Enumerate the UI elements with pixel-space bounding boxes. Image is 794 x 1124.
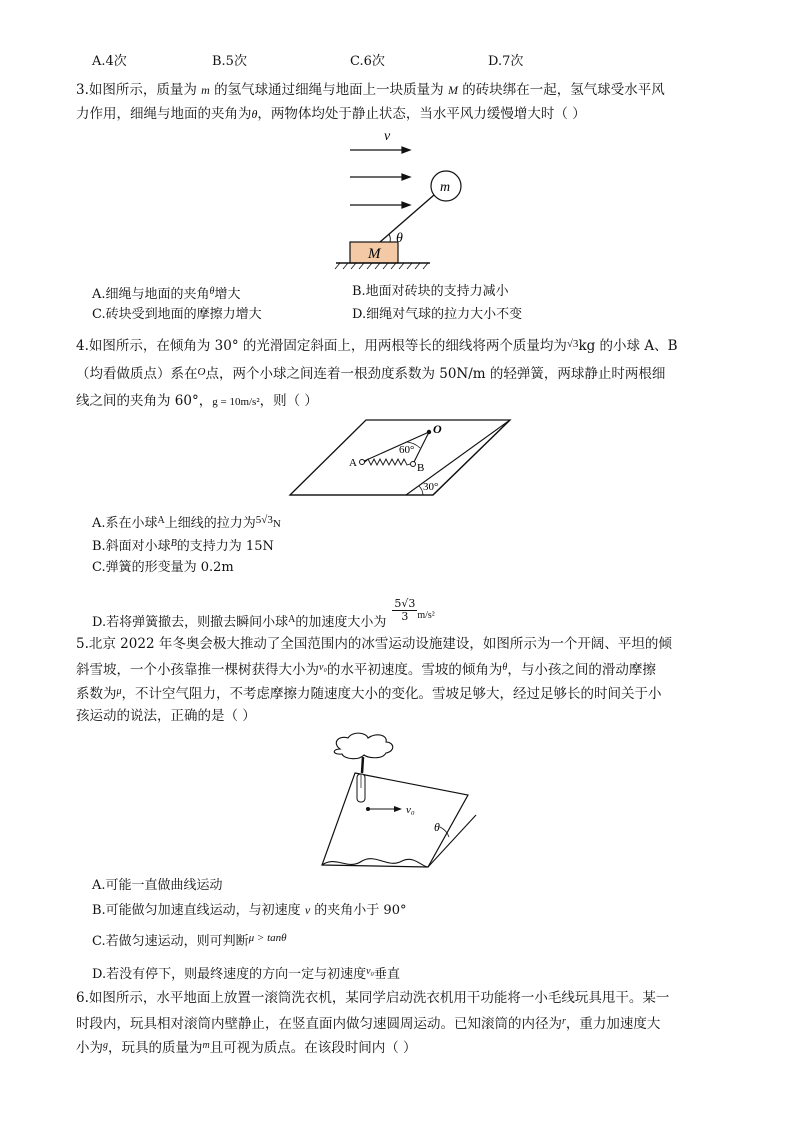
q3-fig-m-label: m: [440, 180, 451, 195]
q4-option-b: B.斜面对小球$^B$的支持力为 15N: [92, 538, 274, 554]
q4-option-c: C.弹簧的形变量为 0.2m: [92, 560, 234, 575]
q3-line2: 力作用，细绳与地面的夹角为θ，两物体均处于静止状态，当水平风力缓慢增大时（ ）: [76, 106, 586, 122]
q5-line2: 斜雪坡，一个小孩靠推一棵树获得大小为$^{v_0}$的水平初速度。雪坡的倾角为$^\theta$，与小孩之间的滑动摩擦: [76, 662, 656, 678]
q5-line1: 5.北京 2022 年冬奥会极大推动了全国范围内的冰雪运动设施建设，如图所示为一个开阔、平坦的倾: [76, 636, 672, 652]
q4-fig-A-label: A: [349, 457, 357, 469]
q3-option-d: D.细绳对气球的拉力大小不变: [352, 307, 523, 322]
q2-option-d: D.7次: [488, 54, 524, 69]
q5-fig-v0-label: v₀: [406, 804, 415, 816]
q4-fig-B-label: B: [417, 462, 425, 474]
q4-option-d-num: 5√3: [394, 597, 416, 610]
q4-fig-O-label: O: [433, 422, 442, 436]
q6-line1: 6.如图所示，水平地面上放置一滚筒洗衣机，某同学启动洗衣机用干功能将一小毛线玩具甩干。某一: [76, 990, 670, 1006]
q6-line2: 时段内，玩具相对滚筒内壁静止，在竖直面内做匀速圆周运动。已知滚筒的内径为$^r$，重力加速度大: [76, 1016, 661, 1032]
q3-option-c: C.砖块受到地面的摩擦力增大: [92, 307, 262, 322]
q5-line3: 系数为$^\mu$，不计空气阻力，不考虑摩擦力随速度大小的变化。雪坡足够大，经过足够长的时间关于小: [76, 686, 662, 702]
q3-figure: [330, 128, 470, 273]
q2-option-c: C.6次: [350, 54, 385, 69]
q3-line1: 3.如图所示，质量为 m 的氢气球通过细绳与地面上一块质量为 M 的砖块绑在一起，氢气球受水平风: [76, 82, 665, 98]
q3-fig-theta-label: θ: [396, 231, 403, 246]
q4-option-a: A.系在小球$^A$上细线的拉力为$^{5√3}$N: [92, 514, 281, 531]
q5-option-a: A.可能一直做曲线运动: [92, 878, 223, 893]
q4-line2: （均看做质点）系在$^O$点，两个小球之间连着一根劲度系数为 50N/m 的轻弹簧，两球静止时两根细: [76, 366, 666, 382]
q2-option-b: B.5次: [212, 54, 247, 69]
q2-option-a: A.4次: [92, 54, 127, 69]
q5-fig-theta-label: θ: [434, 820, 440, 834]
q5-option-c: C.若做匀速运动，则可判断$^{\mu > tan\theta}$: [92, 932, 287, 949]
q3-fig-M-label: M: [368, 246, 381, 262]
q5-option-b: B.可能做匀加速直线运动，与初速度 v 的夹角小于 90°: [92, 903, 407, 918]
q4-line1: 4.如图所示，在倾角为 30° 的光滑固定斜面上，用两根等长的细线将两个质量均为$^{√3}$kg 的小球 A、B: [76, 338, 678, 354]
q3-fig-v-label: v: [384, 129, 391, 144]
q4-fig-angle-top: 60°: [399, 444, 415, 456]
q6-line3: 小为$^g$，玩具的质量为$^m$且可视为质点。在该段时间内（ ）: [76, 1040, 417, 1056]
q5-figure: [318, 733, 478, 873]
q4-line3: 线之间的夹角为 60°，g = 10m/s²，则（ ）: [76, 393, 318, 409]
q5-option-d: D.若没有停下，则最终速度的方向一定与初速度$^{v_0}$垂直: [92, 966, 401, 982]
q4-option-d: D.若将弹簧撤去，则撤去瞬间小球$^A$的加速度大小为 $\frac{5√3}{3}$ $^{m/s^2}$: [92, 597, 435, 630]
q5-line4: 孩运动的说法，正确的是（ ）: [76, 708, 256, 724]
q3-option-a: A.细绳与地面的夹角$^\theta$增大: [92, 286, 241, 302]
q4-fig-angle-bottom: 30°: [423, 481, 439, 493]
q3-option-b: B.地面对砖块的支持力减小: [352, 284, 509, 299]
q4-figure: [288, 418, 513, 498]
q4-option-d-den: 3: [401, 610, 409, 623]
